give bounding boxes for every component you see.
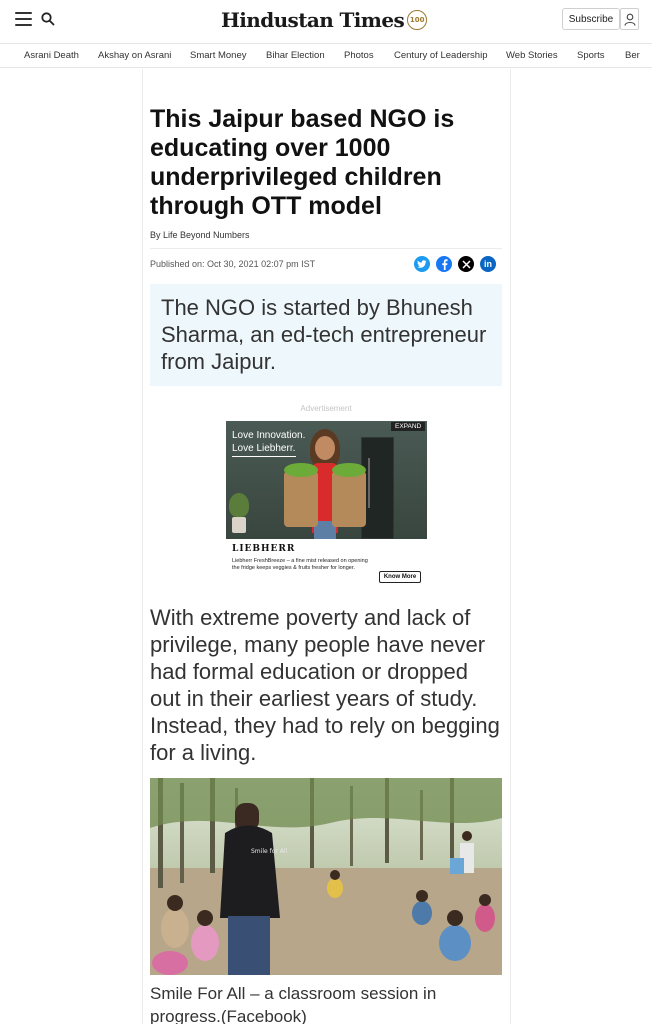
category-nav: [0, 43, 652, 68]
nav-item-smart-money[interactable]: Smart Money: [190, 50, 247, 61]
user-account-button[interactable]: [620, 8, 639, 30]
linkedin-share-icon[interactable]: in: [480, 256, 496, 272]
logo-badge: 100: [407, 10, 427, 30]
nav-item-web-stories[interactable]: Web Stories: [506, 50, 558, 61]
ad-image: [226, 421, 427, 539]
nav-item-ber[interactable]: Ber: [625, 50, 640, 61]
facebook-share-icon[interactable]: [436, 256, 452, 272]
article-paragraph: With extreme poverty and lack of privilege, many people have never had formal education or dropped out in their earliest years of study. Instead, they had to rely on begging for a living.: [150, 605, 500, 765]
photo-shirt-text: Smile for All: [251, 848, 288, 855]
ad-know-more-button[interactable]: Know More: [379, 571, 421, 583]
menu-icon[interactable]: [15, 12, 32, 26]
subscribe-button[interactable]: Subscribe: [562, 8, 620, 30]
ad-brand-logo: LIEBHERR: [232, 544, 296, 554]
published-date: Published on: Oct 30, 2021 02:07 pm IST: [150, 259, 316, 269]
article-summary-box: [150, 284, 502, 386]
nav-item-sports[interactable]: Sports: [577, 50, 605, 61]
ad-tagline-line-2: Love Liebherr.: [232, 443, 296, 454]
ad-tagline: [232, 429, 305, 455]
site-logo[interactable]: [221, 6, 427, 34]
article-summary: The NGO is started by Bhunesh Sharma, an ed-tech entrepreneur from Jaipur.: [161, 295, 487, 374]
x-share-icon[interactable]: [458, 256, 474, 272]
nav-item-photos[interactable]: Photos: [344, 50, 374, 61]
ad-description: Liebherr FreshBreeze – a fine mist released on opening the fridge keeps veggies & fruits fresher for longer.: [232, 558, 368, 571]
nav-item-bihar-election[interactable]: Bihar Election: [266, 50, 325, 61]
twitter-share-icon[interactable]: [414, 256, 430, 272]
byline-divider: [150, 248, 502, 249]
search-icon[interactable]: [41, 12, 55, 26]
user-icon: [624, 13, 636, 26]
ad-expand-button[interactable]: EXPAND: [391, 422, 425, 431]
ad-tagline-line-1: Love Innovation.: [232, 430, 306, 441]
top-header: [0, 0, 652, 42]
nav-item-century-of-leadership[interactable]: Century of Leadership: [394, 50, 488, 61]
article-byline[interactable]: By Life Beyond Numbers: [150, 230, 250, 240]
advertisement-label: Advertisement: [300, 404, 352, 413]
nav-item-akshay-on-asrani[interactable]: Akshay on Asrani: [98, 50, 172, 61]
nav-item-asrani-death[interactable]: Asrani Death: [24, 50, 79, 61]
advertisement-banner[interactable]: [226, 421, 427, 588]
ad-footer: [226, 539, 427, 588]
photo-caption: Smile For All – a classroom session in progress.(Facebook): [150, 984, 437, 1024]
logo-text: Hindustan Times: [221, 8, 405, 32]
classroom-photo: [150, 778, 502, 975]
article-photo[interactable]: [150, 778, 502, 975]
article-headline: This Jaipur based NGO is educating over 1000 underprivileged children through OTT model: [150, 105, 455, 220]
